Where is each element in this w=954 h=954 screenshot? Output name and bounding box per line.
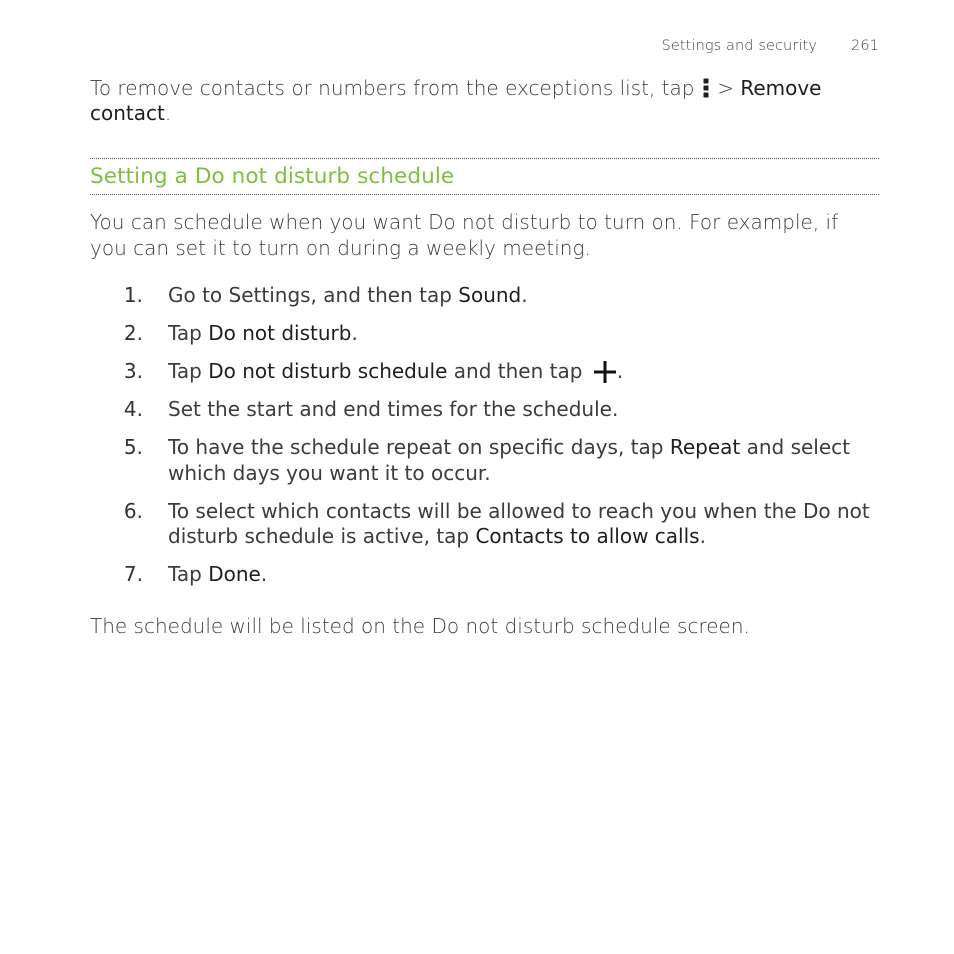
step-text xyxy=(168,499,873,550)
kebab-menu-icon xyxy=(703,78,709,98)
step-item xyxy=(0,397,954,423)
step-item xyxy=(0,359,954,385)
step-item xyxy=(0,321,954,347)
step-text-part: To have the schedule repeat on specific days, tap xyxy=(168,435,670,459)
step-text-part: Set the start and end times for the schedule. xyxy=(168,397,619,421)
header-section-title: Settings and security xyxy=(661,38,818,54)
step-text-part: Go to Settings, and then tap xyxy=(168,283,459,307)
intro-end: . xyxy=(164,101,172,125)
step-number: 3. xyxy=(123,359,143,383)
step-number: 2. xyxy=(123,321,143,345)
intro-paragraph xyxy=(90,76,880,126)
section-bottom-rule xyxy=(90,194,879,195)
step-ui-label: Done xyxy=(208,562,261,586)
step-text-part: Tap xyxy=(168,562,209,586)
closing-paragraph: The schedule will be listed on the Do not disturb schedule screen. xyxy=(90,614,750,638)
step-number: 1. xyxy=(123,283,143,307)
step-item xyxy=(0,562,954,588)
step-number: 7. xyxy=(123,562,143,586)
step-text-part: and select which days you want it to occur. xyxy=(168,435,850,485)
step-text xyxy=(168,283,873,309)
step-ui-label: Do not disturb xyxy=(208,321,352,345)
step-text-part: . xyxy=(521,283,528,307)
section-top-rule xyxy=(90,158,879,159)
intro-text: To remove contacts or numbers from the exceptions list, tap xyxy=(90,76,701,100)
step-text-part: Tap xyxy=(168,321,209,345)
page-header xyxy=(662,38,879,54)
step-text-part: . xyxy=(260,562,268,586)
step-ui-label: Repeat xyxy=(669,435,741,459)
page-number: 261 xyxy=(851,38,879,54)
step-text xyxy=(168,562,873,588)
step-text-part: and then tap xyxy=(447,359,589,383)
section-title: Setting a Do not disturb schedule xyxy=(90,164,455,189)
step-text xyxy=(168,321,873,347)
step-text-part: Tap xyxy=(168,359,209,383)
step-text-part: . xyxy=(351,321,358,345)
step-ui-label: Sound xyxy=(458,283,522,307)
step-item xyxy=(0,283,954,309)
step-text xyxy=(168,435,873,486)
step-text xyxy=(168,359,873,385)
step-text xyxy=(168,397,873,423)
step-item xyxy=(0,435,954,486)
remove-contact-label: Remove contact xyxy=(90,76,822,125)
intro-arrow: > xyxy=(710,76,741,100)
step-ui-label: Do not disturb schedule xyxy=(208,359,448,383)
step-number: 6. xyxy=(123,498,143,523)
step-ui-label: Contacts to allow calls xyxy=(475,524,700,548)
section-description: You can schedule when you want Do not disturb to turn on. For example, if you can set it to turn on during a weekly meeting. xyxy=(90,210,839,260)
step-text-part: . xyxy=(699,524,706,548)
step-number: 5. xyxy=(123,435,143,459)
step-text-part: To select which contacts will be allowed to reach you when the Do not disturb schedule is active, tap xyxy=(168,498,870,548)
step-text-part: . xyxy=(616,359,624,383)
step-item xyxy=(0,499,954,550)
steps-list xyxy=(0,283,954,600)
plus-icon xyxy=(593,361,617,383)
step-number: 4. xyxy=(123,397,143,421)
